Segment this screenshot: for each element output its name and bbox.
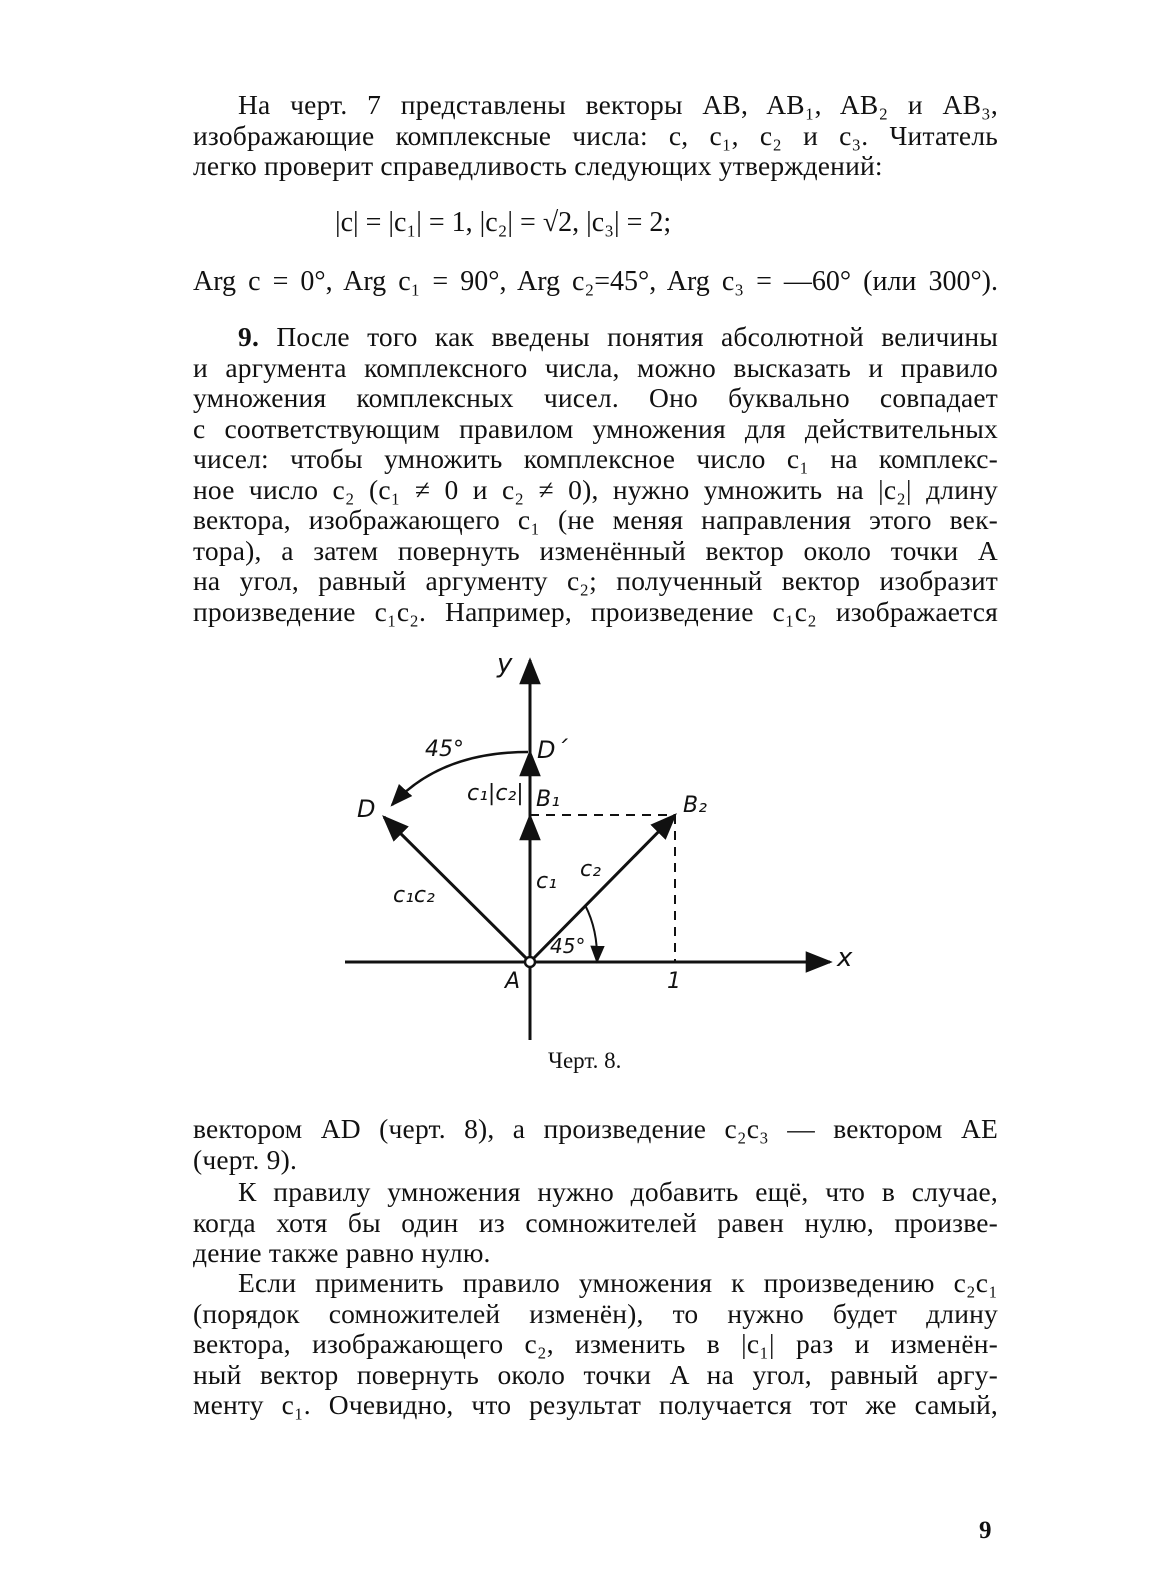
text-line: К правилу умножения нужно добавить ещё, что в случае, — [238, 1176, 998, 1207]
angle-top-label: 45° — [425, 737, 464, 762]
origin-point — [525, 957, 535, 967]
text-line: умножения комплексных чисел. Оно буквально совпадает — [193, 382, 998, 413]
point-a-label: A — [505, 969, 521, 994]
c1-label: c₁ — [536, 869, 557, 894]
angle-bottom-label: 45° — [550, 934, 586, 958]
text-line: менту c₁. Очевидно, что результат получается тот же самый, — [193, 1389, 998, 1420]
angle-arc — [585, 905, 597, 962]
text-line: вектора, изображающего c₁ (не меняя направления этого век- — [193, 504, 998, 535]
text-line: дение также равно нулю. — [193, 1237, 491, 1268]
text-line: изображающие комплексные числа: c, c₁, c₂ и c₃. Читатель — [193, 119, 998, 151]
text-line: Если применить правило умножения к произведению c₂c₁ — [238, 1267, 998, 1298]
text-line: ное число c₂ (c₁ ≠ 0 и c₂ ≠ 0), нужно умножить на |c₂| длину — [193, 473, 998, 505]
text-line: с соответствующим правилом умножения для действительных — [193, 412, 998, 444]
c1-abs-c2-label: c₁|c₂| — [467, 781, 524, 806]
text-line: на угол, равный аргументу c₂; полученный вектор изобразит — [193, 565, 998, 596]
figure-caption: Черт. 8. — [548, 1048, 622, 1073]
unit-label: 1 — [667, 969, 681, 994]
text-line: произведение c₁c₂. Например, произведение c₁c₂ изображается — [193, 595, 998, 627]
text-line: На черт. 7 представлены векторы AB, AB₁, AB₂ и AB₃, — [238, 89, 998, 120]
text-line: ный вектор повернуть около точки A на угол, равный аргу- — [193, 1358, 998, 1390]
text-line: чисел: чтобы умножить комплексное число c₁ на комплекс- — [193, 443, 998, 474]
after-figure-paragraph — [193, 1114, 998, 1175]
text-line: После того как введены понятия абсолютной величины — [276, 321, 999, 352]
text-line: (черт. 9). — [193, 1143, 298, 1175]
zero-rule-paragraph — [193, 1177, 998, 1269]
point-b2-label: B₂ — [683, 793, 707, 818]
moduli-formula: |c| = |c₁| = 1, |c₂| = √2, |c₃| = 2; — [335, 207, 672, 238]
section-number: 9. — [238, 321, 260, 352]
c1c2-label: c₁c₂ — [393, 883, 435, 908]
point-d-label: D — [357, 795, 376, 823]
point-b1-label: B₁ — [536, 787, 560, 812]
text-line: тора), а затем повернуть изменённый вектор около точки A — [193, 534, 998, 566]
text-line: вектором AD (черт. 8), а произведение c₂c₃ — вектором AE — [193, 1113, 998, 1144]
text-line: когда хотя бы один из сомножителей равен нулю, произве- — [193, 1206, 998, 1238]
y-axis-label: y — [497, 649, 513, 679]
page-number: 9 — [979, 1517, 992, 1544]
point-d-prime-label: D´ — [537, 736, 568, 764]
x-axis-label: x — [837, 943, 853, 973]
text-line: вектора, изображающего c₂, изменить в |c₁| раз и изменён- — [193, 1328, 998, 1359]
arguments-formula: Arg c = 0°, Arg c₁ = 90°, Arg c₂=45°, Arg c₃ = —60° (или 300°). — [193, 266, 998, 297]
text-line: легко проверит справедливость следующих утверждений: — [193, 150, 883, 181]
text-line: (порядок сомножителей изменён), то нужно будет длину — [193, 1297, 998, 1329]
text-line: и аргумента комплексного числа, можно высказать и правило — [193, 351, 998, 383]
c2-label: c₂ — [580, 857, 601, 882]
commutativity-paragraph — [193, 1268, 998, 1421]
